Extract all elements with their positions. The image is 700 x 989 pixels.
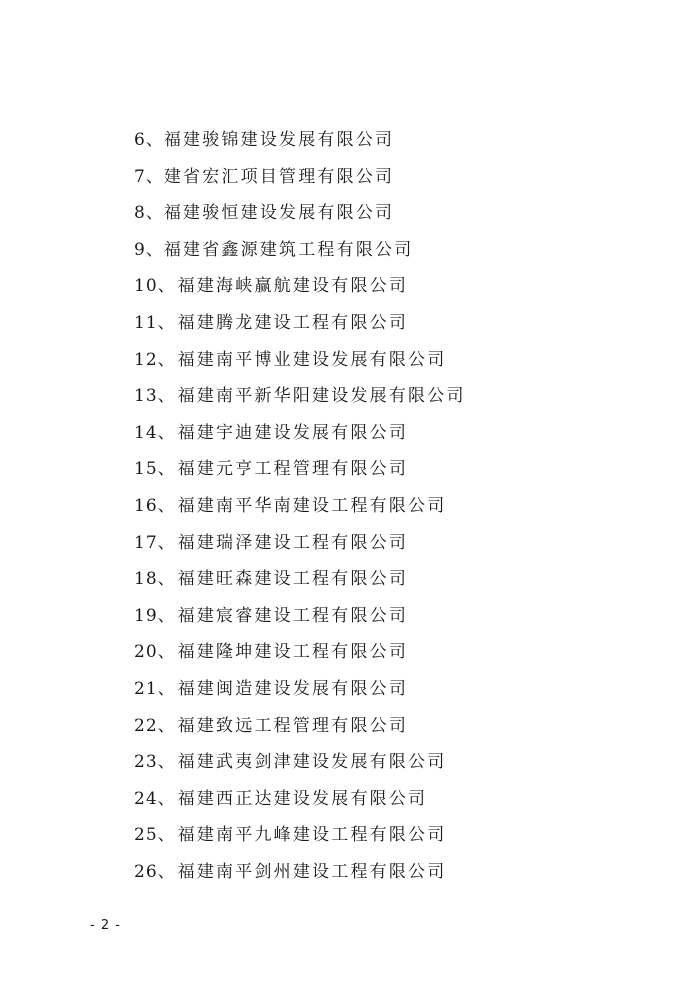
item-number: 24、 [134,788,176,809]
company-name: 福建瑞泽建设工程有限公司 [177,532,409,553]
page-number: - 2 - [90,918,121,933]
list-item [0,195,466,232]
list-item [0,744,466,781]
company-name: 福建元亨工程管理有限公司 [177,459,409,480]
company-name: 福建省鑫源建筑工程有限公司 [163,239,414,260]
item-number: 12、 [134,349,176,370]
item-number: 26、 [134,861,176,882]
company-name: 福建闽造建设发展有限公司 [177,678,409,699]
list-item [0,671,466,708]
company-list [0,122,466,890]
item-number: 20、 [134,642,176,663]
company-name: 福建宇迪建设发展有限公司 [177,422,409,443]
company-name: 福建隆坤建设工程有限公司 [177,642,409,663]
item-number: 21、 [134,678,176,699]
item-number: 18、 [134,569,176,590]
list-item [0,415,466,452]
list-item [0,488,466,525]
company-name: 福建骏锦建设发展有限公司 [163,130,395,150]
company-name: 福建致远工程管理有限公司 [177,715,409,736]
item-number: 17、 [134,532,176,553]
company-name: 福建武夷剑津建设发展有限公司 [177,752,447,773]
item-number: 16、 [134,495,176,516]
company-name: 福建骏恒建设发展有限公司 [163,203,395,224]
item-number: 8、 [134,203,164,224]
company-name: 福建旺森建设工程有限公司 [177,569,409,590]
company-name: 福建南平剑州建设工程有限公司 [177,861,447,882]
list-item [0,561,466,598]
item-number: 22、 [134,715,176,736]
list-item [0,305,466,342]
list-item [0,378,466,415]
item-number: 6、 [134,130,164,150]
list-item [0,817,466,854]
list-item [0,634,466,671]
list-item [0,268,466,305]
list-item [0,159,466,196]
list-item [0,854,466,891]
item-number: 19、 [134,605,176,626]
item-number: 14、 [134,422,176,443]
item-number: 23、 [134,752,176,773]
company-name: 福建宸睿建设工程有限公司 [177,605,409,626]
company-name: 建省宏汇项目管理有限公司 [163,166,395,187]
company-name: 福建南平华南建设工程有限公司 [177,495,447,516]
list-item [0,451,466,488]
company-name: 福建南平博业建设发展有限公司 [177,349,447,370]
item-number: 10、 [134,276,176,297]
company-name: 福建南平九峰建设工程有限公司 [177,825,447,846]
list-item [0,525,466,562]
company-name: 福建海峡赢航建设有限公司 [177,276,409,297]
item-number: 9、 [134,239,164,260]
item-number: 25、 [134,825,176,846]
list-item [0,598,466,635]
company-name: 福建腾龙建设工程有限公司 [177,312,409,333]
item-number: 11、 [134,312,176,333]
company-name: 福建南平新华阳建设发展有限公司 [177,386,466,407]
item-number: 7、 [134,166,164,187]
company-name: 福建西正达建设发展有限公司 [177,788,428,809]
list-item [0,122,466,159]
list-item [0,781,466,818]
list-item [0,342,466,379]
item-number: 15、 [134,459,176,480]
list-item [0,708,466,745]
item-number: 13、 [134,386,176,407]
list-item [0,232,466,269]
